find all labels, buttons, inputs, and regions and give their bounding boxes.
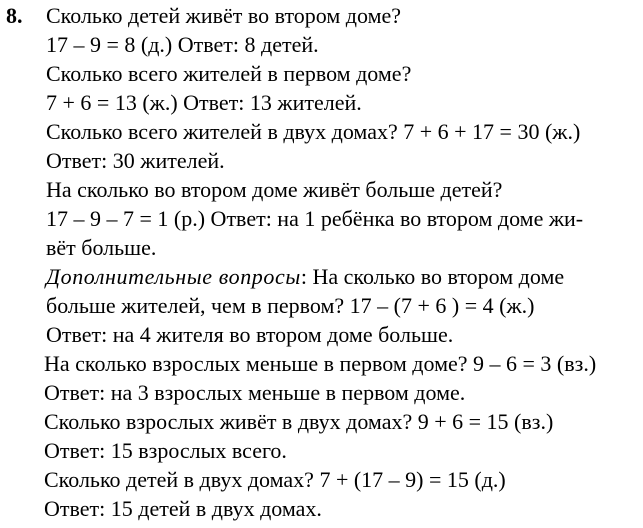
text-line-7: На сколько во втором доме живёт больше детей?	[46, 177, 503, 202]
text-line-8: 17 – 9 – 7 = 1 (р.) Ответ: на 1 ребёнка во втором доме жи-	[46, 206, 584, 231]
text-line-11: больше жителей, чем в первом? 17 – (7 + 6 ) = 4 (ж.)	[46, 293, 535, 318]
text-line-10	[46, 262, 564, 291]
text-line-5: Сколько всего жителей в двух домах? 7 + 6 + 17 = 30 (ж.)	[46, 119, 581, 144]
text-line-13: На сколько взрослых меньше в первом доме? 9 – 6 = 3 (вз.)	[44, 351, 597, 376]
text-line-4: 7 + 6 = 13 (ж.) Ответ: 13 жителей.	[46, 90, 362, 115]
additional-questions-text: : На сколько во втором доме	[300, 264, 565, 289]
text-line-16: Ответ: 15 взрослых всего.	[44, 438, 287, 463]
text-line-3: Сколько всего жителей в первом доме?	[46, 61, 412, 86]
text-line-2: 17 – 9 = 8 (д.) Ответ: 8 детей.	[46, 32, 319, 57]
problem-number: 8.	[6, 3, 23, 28]
text-line-15: Сколько взрослых живёт в двух домах? 9 + 6 = 15 (вз.)	[44, 409, 554, 434]
additional-questions-label: Дополнительные вопросы	[46, 264, 301, 289]
text-line-12: Ответ: на 4 жителя во втором доме больше.	[46, 322, 454, 347]
text-line-6: Ответ: 30 жителей.	[46, 148, 225, 173]
text-line-1: Сколько детей живёт во втором доме?	[46, 3, 402, 28]
text-line-18: Ответ: 15 детей в двух домах.	[44, 496, 322, 521]
text-line-9: вёт больше.	[46, 235, 157, 260]
text-line-17: Сколько детей в двух домах? 7 + (17 – 9) = 15 (д.)	[44, 467, 506, 492]
text-line-14: Ответ: на 3 взрослых меньше в первом доме.	[44, 380, 466, 405]
